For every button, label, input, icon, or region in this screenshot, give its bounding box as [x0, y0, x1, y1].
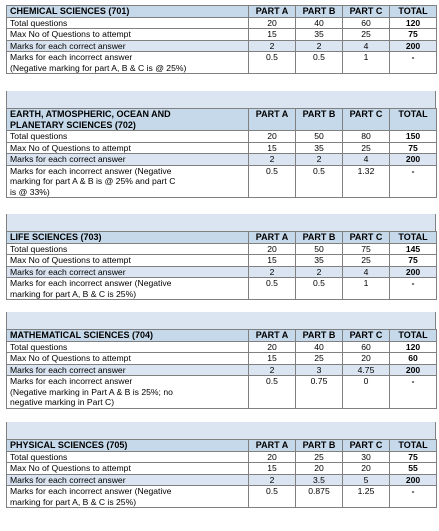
- table-row: [7, 451, 437, 463]
- row-label: Marks for each correct answer: [7, 266, 249, 278]
- part-c-value: 20: [343, 463, 390, 475]
- part-c-value: 0: [343, 376, 390, 409]
- section-table-mathematical-sciences: [6, 329, 437, 409]
- row-label: Total questions: [7, 131, 249, 143]
- total-value: 75: [390, 451, 437, 463]
- part-a-value: 2: [249, 364, 296, 376]
- part-c-value: 1.25: [343, 486, 390, 508]
- section-header-row: [7, 330, 437, 342]
- section-title: EARTH, ATMOSPHERIC, OCEAN AND PLANETARY SCIENCES (702): [7, 109, 249, 131]
- column-header-part-c: PART C: [343, 6, 390, 18]
- row-label: Marks for each correct answer: [7, 474, 249, 486]
- section-spacer: [6, 422, 436, 439]
- table-row: [7, 376, 437, 409]
- part-a-value: 20: [249, 17, 296, 29]
- total-value: 75: [390, 255, 437, 267]
- total-value: -: [390, 52, 437, 74]
- part-b-value: 2: [296, 266, 343, 278]
- part-c-value: 4: [343, 40, 390, 52]
- part-c-value: 25: [343, 255, 390, 267]
- part-b-value: 25: [296, 451, 343, 463]
- total-value: 200: [390, 266, 437, 278]
- part-c-value: 25: [343, 29, 390, 41]
- part-a-value: 0.5: [249, 376, 296, 409]
- column-header-part-b: PART B: [296, 440, 343, 452]
- part-b-value: 3.5: [296, 474, 343, 486]
- total-value: -: [390, 278, 437, 300]
- part-a-value: 0.5: [249, 486, 296, 508]
- column-header-total: TOTAL: [390, 330, 437, 342]
- part-a-value: 0.5: [249, 278, 296, 300]
- part-a-value: 2: [249, 266, 296, 278]
- section-table-earth-atmospheric-ocean-and-planetary-sciences: [6, 108, 437, 198]
- part-b-value: 40: [296, 17, 343, 29]
- total-value: -: [390, 376, 437, 409]
- table-row: [7, 255, 437, 267]
- row-label: Marks for each correct answer: [7, 364, 249, 376]
- total-value: 75: [390, 29, 437, 41]
- part-b-value: 40: [296, 341, 343, 353]
- row-label: Total questions: [7, 451, 249, 463]
- section-title: MATHEMATICAL SCIENCES (704): [7, 330, 249, 342]
- part-a-value: 20: [249, 243, 296, 255]
- total-value: 120: [390, 17, 437, 29]
- column-header-part-b: PART B: [296, 330, 343, 342]
- column-header-part-c: PART C: [343, 232, 390, 244]
- row-label: Total questions: [7, 17, 249, 29]
- row-label: Marks for each incorrect answer (Negative marking in Part A & B is 25%; no negative marking in Part C): [7, 376, 249, 409]
- part-a-value: 15: [249, 29, 296, 41]
- part-a-value: 20: [249, 451, 296, 463]
- part-c-value: 4: [343, 266, 390, 278]
- row-label: Max No of Questions to attempt: [7, 255, 249, 267]
- part-c-value: 60: [343, 341, 390, 353]
- total-value: 200: [390, 364, 437, 376]
- part-a-value: 15: [249, 255, 296, 267]
- part-b-value: 50: [296, 131, 343, 143]
- column-header-part-a: PART A: [249, 109, 296, 131]
- part-a-value: 2: [249, 154, 296, 166]
- total-value: 120: [390, 341, 437, 353]
- column-header-part-a: PART A: [249, 440, 296, 452]
- column-header-part-a: PART A: [249, 232, 296, 244]
- part-c-value: 60: [343, 17, 390, 29]
- part-b-value: 35: [296, 29, 343, 41]
- row-label: Marks for each incorrect answer (Negative marking for part A, B & C is 25%): [7, 486, 249, 508]
- table-row: [7, 165, 437, 198]
- section-header-row: [7, 232, 437, 244]
- part-a-value: 20: [249, 131, 296, 143]
- table-row: [7, 463, 437, 475]
- row-label: Max No of Questions to attempt: [7, 463, 249, 475]
- row-label: Marks for each incorrect answer (Negative marking for part A, B & C is 25%): [7, 278, 249, 300]
- table-row: [7, 142, 437, 154]
- part-b-value: 2: [296, 154, 343, 166]
- part-c-value: 4: [343, 154, 390, 166]
- table-row: [7, 278, 437, 300]
- row-label: Marks for each incorrect answer (Negative marking for part A, B & C is @ 25%): [7, 52, 249, 74]
- column-header-part-b: PART B: [296, 109, 343, 131]
- part-b-value: 0.5: [296, 278, 343, 300]
- column-header-part-c: PART C: [343, 109, 390, 131]
- column-header-total: TOTAL: [390, 440, 437, 452]
- section-header-row: [7, 109, 437, 131]
- table-row: [7, 243, 437, 255]
- total-value: 200: [390, 40, 437, 52]
- total-value: 55: [390, 463, 437, 475]
- total-value: 200: [390, 154, 437, 166]
- part-c-value: 1: [343, 278, 390, 300]
- section-table-life-sciences: [6, 231, 437, 300]
- table-row: [7, 131, 437, 143]
- row-label: Max No of Questions to attempt: [7, 29, 249, 41]
- part-b-value: 3: [296, 364, 343, 376]
- section-spacer: [6, 312, 436, 329]
- part-a-value: 0.5: [249, 52, 296, 74]
- part-c-value: 1.32: [343, 165, 390, 198]
- column-header-total: TOTAL: [390, 232, 437, 244]
- part-b-value: 0.75: [296, 376, 343, 409]
- part-c-value: 5: [343, 474, 390, 486]
- section-table-physical-sciences: [6, 439, 437, 508]
- column-header-part-b: PART B: [296, 6, 343, 18]
- column-header-part-a: PART A: [249, 6, 296, 18]
- part-c-value: 80: [343, 131, 390, 143]
- part-b-value: 2: [296, 40, 343, 52]
- table-row: [7, 52, 437, 74]
- total-value: -: [390, 165, 437, 198]
- part-c-value: 1: [343, 52, 390, 74]
- part-c-value: 75: [343, 243, 390, 255]
- column-header-part-c: PART C: [343, 330, 390, 342]
- total-value: 200: [390, 474, 437, 486]
- column-header-total: TOTAL: [390, 6, 437, 18]
- part-b-value: 0.5: [296, 165, 343, 198]
- row-label: Marks for each correct answer: [7, 154, 249, 166]
- table-row: [7, 486, 437, 508]
- section-spacer: [6, 214, 436, 231]
- row-label: Marks for each correct answer: [7, 40, 249, 52]
- part-b-value: 0.5: [296, 52, 343, 74]
- section-title: LIFE SCIENCES (703): [7, 232, 249, 244]
- part-b-value: 35: [296, 255, 343, 267]
- part-a-value: 0.5: [249, 165, 296, 198]
- table-row: [7, 353, 437, 365]
- table-row: [7, 40, 437, 52]
- part-a-value: 15: [249, 463, 296, 475]
- column-header-part-a: PART A: [249, 330, 296, 342]
- total-value: 150: [390, 131, 437, 143]
- column-header-part-c: PART C: [343, 440, 390, 452]
- section-table-chemical-sciences: [6, 5, 437, 74]
- section-spacer: [6, 91, 436, 108]
- table-row: [7, 266, 437, 278]
- part-b-value: 20: [296, 463, 343, 475]
- section-header-row: [7, 440, 437, 452]
- row-label: Total questions: [7, 243, 249, 255]
- part-a-value: 2: [249, 474, 296, 486]
- table-row: [7, 29, 437, 41]
- total-value: -: [390, 486, 437, 508]
- table-row: [7, 154, 437, 166]
- total-value: 60: [390, 353, 437, 365]
- table-row: [7, 364, 437, 376]
- column-header-part-b: PART B: [296, 232, 343, 244]
- part-a-value: 2: [249, 40, 296, 52]
- row-label: Total questions: [7, 341, 249, 353]
- section-title: CHEMICAL SCIENCES (701): [7, 6, 249, 18]
- total-value: 75: [390, 142, 437, 154]
- part-b-value: 0.875: [296, 486, 343, 508]
- part-a-value: 15: [249, 142, 296, 154]
- section-title: PHYSICAL SCIENCES (705): [7, 440, 249, 452]
- part-a-value: 15: [249, 353, 296, 365]
- part-c-value: 30: [343, 451, 390, 463]
- part-c-value: 4.75: [343, 364, 390, 376]
- column-header-total: TOTAL: [390, 109, 437, 131]
- part-b-value: 25: [296, 353, 343, 365]
- part-c-value: 25: [343, 142, 390, 154]
- table-row: [7, 17, 437, 29]
- section-header-row: [7, 6, 437, 18]
- table-row: [7, 341, 437, 353]
- part-a-value: 20: [249, 341, 296, 353]
- row-label: Max No of Questions to attempt: [7, 142, 249, 154]
- total-value: 145: [390, 243, 437, 255]
- row-label: Max No of Questions to attempt: [7, 353, 249, 365]
- part-b-value: 50: [296, 243, 343, 255]
- table-row: [7, 474, 437, 486]
- part-b-value: 35: [296, 142, 343, 154]
- part-c-value: 20: [343, 353, 390, 365]
- row-label: Marks for each incorrect answer (Negative marking for part A & B is @ 25% and part C is @ 33%): [7, 165, 249, 198]
